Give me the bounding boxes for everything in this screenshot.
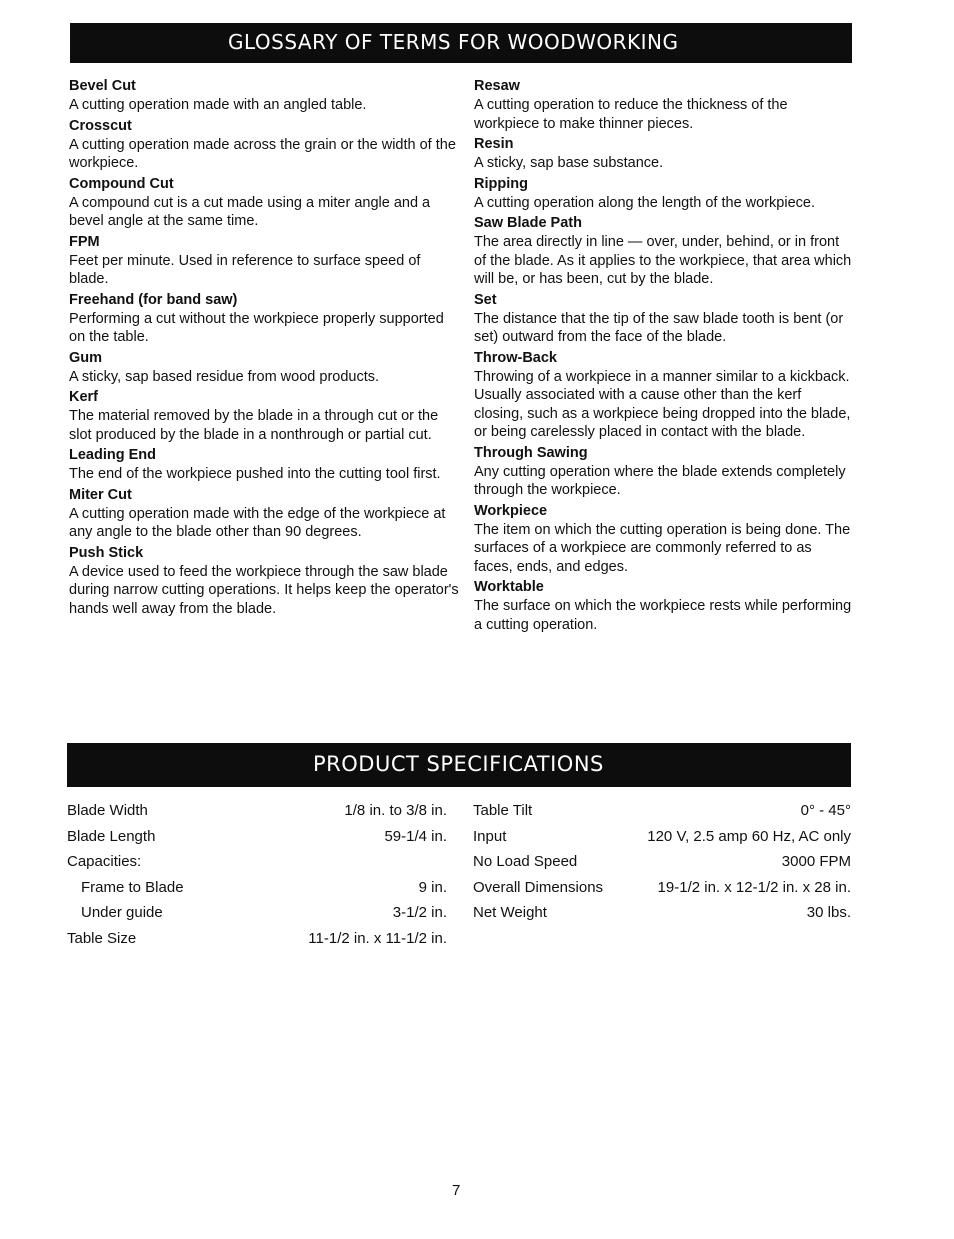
glossary-definition: A cutting operation made with an angled table. — [69, 97, 367, 113]
spec-row — [473, 826, 851, 852]
spec-label: Blade Width — [67, 802, 148, 819]
glossary-term: Kerf — [69, 389, 99, 405]
glossary-term: Bevel Cut — [69, 78, 136, 94]
glossary-entry — [69, 486, 459, 542]
spec-value: 11-1/2 in. x 11-1/2 in. — [308, 929, 447, 947]
spec-value: 19-1/2 in. x 12-1/2 in. x 28 in. — [657, 878, 851, 896]
glossary-entry — [474, 77, 854, 133]
glossary-entry — [69, 233, 459, 289]
glossary-definition: Feet per minute. Used in reference to surface speed of blade. — [69, 252, 421, 287]
glossary-term: Ripping — [474, 175, 528, 192]
glossary-entry — [69, 175, 459, 231]
spec-row — [67, 928, 447, 954]
glossary-term: Compound Cut — [69, 175, 174, 192]
glossary-definition: A cutting operation along the length of the workpiece. — [474, 194, 815, 211]
spec-label: Blade Length — [67, 827, 156, 845]
glossary-definition: A sticky, sap base substance. — [474, 155, 664, 171]
glossary-definition: A cutting operation made across the grain or the width of the workpiece. — [69, 136, 456, 171]
glossary-entry — [474, 291, 854, 347]
glossary-definition: The area directly in line — over, under, behind, or in front of the blade. As it applies to the workpiece, that area which will be, or has been, cut by the blade. — [474, 234, 852, 287]
glossary-term: Gum — [69, 349, 103, 366]
glossary-entry — [69, 117, 459, 173]
spec-label: Under guide — [81, 904, 163, 921]
spec-row — [67, 851, 447, 877]
glossary-term: Freehand (for band saw) — [69, 291, 238, 308]
glossary-definition: The material removed by the blade in a through cut or the slot produced by the blade in a nonthrough or partial cut. — [69, 408, 439, 443]
spec-value: 59-1/4 in. — [384, 827, 447, 845]
specifications-left-column — [67, 800, 447, 953]
glossary-entry — [474, 175, 854, 213]
glossary-entry — [474, 135, 854, 173]
spec-value: 0° - 45° — [800, 802, 851, 819]
spec-row — [67, 902, 447, 928]
spec-value: 1/8 in. to 3/8 in. — [344, 802, 447, 819]
glossary-entry — [474, 444, 854, 500]
glossary-term: Saw Blade Path — [474, 215, 582, 231]
glossary-entry — [69, 349, 459, 387]
glossary-definition: Throwing of a workpiece in a manner similar to a kickback. Usually associated with a cause other than the kerf closing, such as a workpiece being dropped into the blade, or being carelessly placed in contact with the blade. — [474, 368, 851, 440]
glossary-definition: A compound cut is a cut made using a miter angle and a bevel angle at the same time. — [69, 194, 431, 229]
glossary-term: FPM — [69, 233, 100, 250]
glossary-term: Throw-Back — [474, 349, 557, 366]
glossary-entry — [69, 77, 459, 115]
glossary-entry — [474, 502, 854, 577]
page-number: 7 — [452, 1182, 461, 1199]
glossary-definition: Performing a cut without the workpiece properly supported on the table. — [69, 310, 444, 345]
glossary-definition: A device used to feed the workpiece through the saw blade during narrow cutting operations. It helps keep the operator's hands well away from the blade. — [69, 563, 459, 617]
spec-value: 9 in. — [418, 878, 447, 896]
glossary-definition: A sticky, sap based residue from wood products. — [69, 368, 380, 385]
glossary-term: Miter Cut — [69, 486, 132, 503]
spec-row — [473, 851, 851, 877]
spec-value: 3000 FPM — [781, 853, 851, 870]
glossary-term: Leading End — [69, 447, 156, 463]
glossary-title: GLOSSARY OF TERMS FOR WOODWORKING — [228, 30, 679, 54]
spec-label: Table Size — [67, 929, 137, 947]
glossary-term: Through Sawing — [474, 444, 588, 461]
glossary-term: Set — [474, 291, 497, 308]
specifications-right-column — [473, 800, 851, 928]
glossary-term: Worktable — [474, 579, 544, 595]
spec-row — [67, 877, 447, 903]
spec-label: No Load Speed — [473, 853, 578, 870]
spec-row — [473, 800, 851, 826]
glossary-entry — [69, 544, 459, 619]
glossary-definition: The surface on which the workpiece rests while performing a cutting operation. — [474, 598, 852, 633]
glossary-entry — [69, 291, 459, 347]
spec-label: Frame to Blade — [81, 878, 184, 896]
specifications-title: PRODUCT SPECIFICATIONS — [313, 752, 604, 776]
glossary-definition: A cutting operation to reduce the thickness of the workpiece to make thinner pieces. — [474, 97, 788, 132]
spec-value: 30 lbs. — [806, 904, 851, 921]
glossary-definition: A cutting operation made with the edge of the workpiece at any angle to the blade other than 90 degrees. — [69, 505, 446, 540]
glossary-entry — [474, 578, 854, 634]
glossary-definition: Any cutting operation where the blade extends completely through the workpiece. — [474, 463, 846, 498]
glossary-term: Workpiece — [474, 502, 548, 519]
glossary-definition: The end of the workpiece pushed into the cutting tool first. — [69, 466, 441, 482]
glossary-entry — [69, 446, 459, 484]
glossary-right-column — [474, 77, 854, 636]
glossary-term: Push Stick — [69, 544, 144, 561]
spec-label: Capacities: — [67, 853, 142, 870]
spec-label: Net Weight — [473, 904, 547, 921]
spec-label: Table Tilt — [473, 802, 533, 819]
spec-value: 120 V, 2.5 amp 60 Hz, AC only — [647, 827, 851, 845]
glossary-left-column — [69, 77, 459, 620]
glossary-entry — [69, 388, 459, 444]
spec-row — [473, 902, 851, 928]
spec-value: 3-1/2 in. — [392, 904, 447, 921]
spec-row — [67, 826, 447, 852]
spec-label: Overall Dimensions — [473, 878, 604, 896]
glossary-header — [70, 23, 852, 63]
specifications-header — [67, 743, 851, 787]
glossary-term: Resaw — [474, 78, 520, 94]
spec-row — [67, 800, 447, 826]
spec-label: Input — [473, 827, 507, 845]
glossary-term: Crosscut — [69, 117, 132, 134]
glossary-entry — [474, 349, 854, 442]
glossary-term: Resin — [474, 136, 514, 152]
glossary-definition: The distance that the tip of the saw blade tooth is bent (or set) outward from the face of the blade. — [474, 310, 844, 345]
spec-row — [473, 877, 851, 903]
glossary-definition: The item on which the cutting operation is being done. The surfaces of a workpiece are commonly referred to as faces, ends, and edges. — [474, 521, 851, 575]
glossary-entry — [474, 214, 854, 289]
